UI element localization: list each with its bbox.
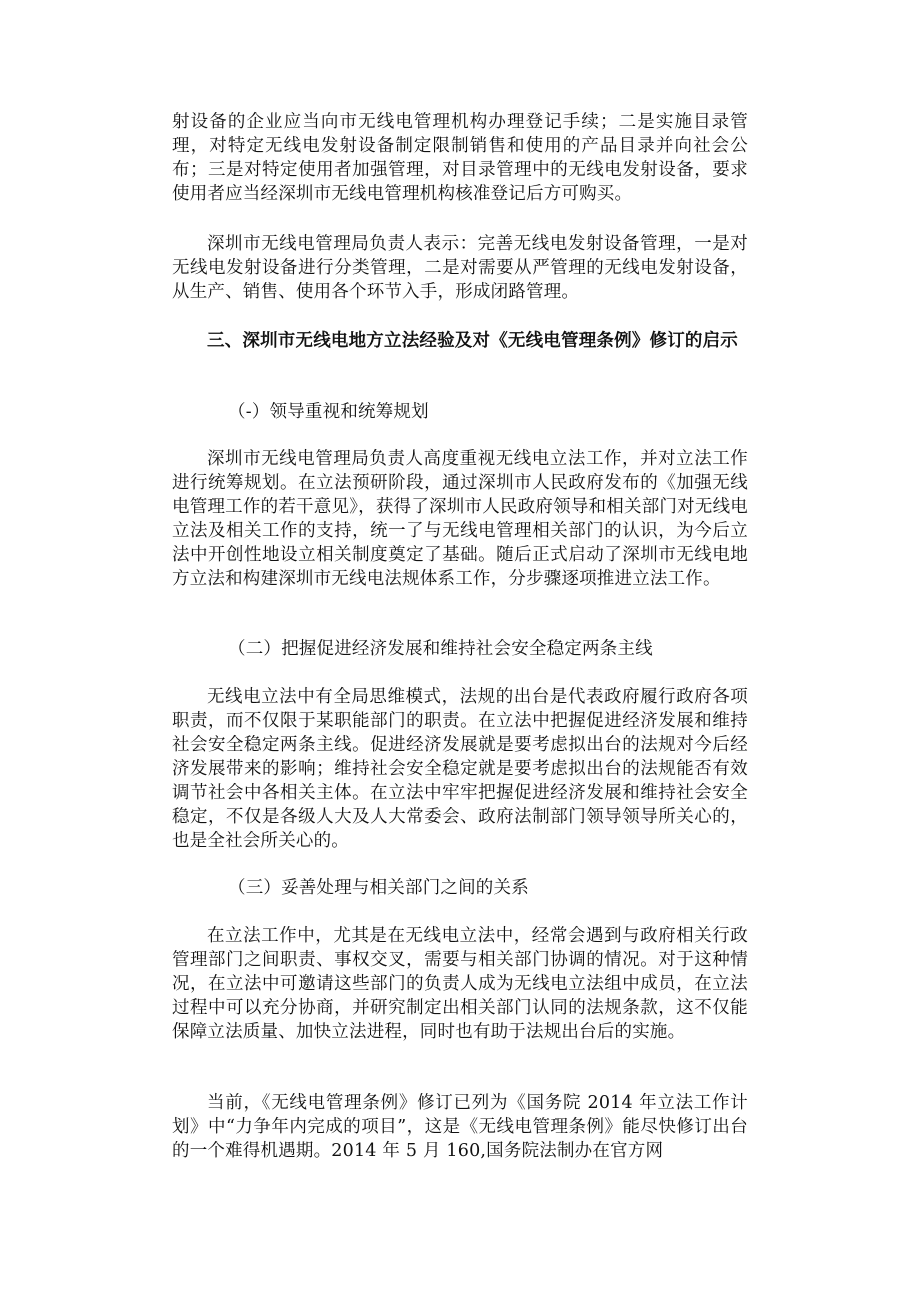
subheading-3	[172, 876, 748, 900]
body-text: 深圳市无线电管理局负责人高度重视无线电立法工作，并对立法工作进行统筹规划。在立法预研阶段，通过深圳市人民政府发布的《加强无线电管理工作的若干意见》，获得了深圳市人民政府领导和相关部门对无线电立法及相关工作的支持，统一了与无线电管理相关部门的认识，为今后立法中开创性地设立相关制度奠定了基础。随后正式启动了深圳市无线电地方立法和构建深圳市无线电法规体系工作，分步骤逐项推进立法工作。	[172, 449, 748, 589]
subsection-heading: （二）把握促进经济发展和维持社会安全稳定两条主线	[228, 639, 653, 659]
paragraph-regulation-revision	[172, 1091, 748, 1163]
subheading-2	[172, 637, 748, 661]
paragraph-department-relations	[172, 924, 748, 1044]
subheading-1	[172, 400, 748, 424]
paragraph-two-main-lines	[172, 685, 748, 853]
subsection-heading: （三）妥善处理与相关部门之间的关系	[228, 878, 529, 898]
body-text: 当前，《无线电管理条例》修订已列为《国务院 2014 年立法工作计划》中“力争年内完成的项目”，这是《无线电管理条例》能尽快修订出台的一个难得机遇期。2014 年 5 月 160,国务院法制办在官方网	[172, 1093, 748, 1161]
paragraph-director-statement	[172, 232, 748, 304]
body-text: 无线电立法中有全局思维模式，法规的出台是代表政府履行政府各项职责，而不仅限于某职能部门的职责。在立法中把握促进经济发展和维持社会安全稳定两条主线。促进经济发展就是要考虑拟出台的法规对今后经济发展带来的影响；维持社会安全稳定就是要考虑拟出台的法规能否有效调节社会中各相关主体。在立法中牢牢把握促进经济发展和维持社会安全稳定，不仅是各级人大及人大常委会、政府法制部门领导领导所关心的，也是全社会所关心的。	[172, 687, 748, 851]
subsection-heading: （-）领导重视和统筹规划	[228, 402, 429, 422]
body-text: 深圳市无线电管理局负责人表示：完善无线电发射设备管理，一是对无线电发射设备进行分类管理，二是对需要从严管理的无线电发射设备，从生产、销售、使用各个环节入手，形成闭路管理。	[172, 234, 748, 302]
paragraph-registration-continuation	[172, 110, 748, 206]
section-heading: 三、深圳市无线电地方立法经验及对《无线电管理条例》修订的启示	[207, 331, 738, 351]
body-text: 射设备的企业应当向市无线电管理机构办理登记手续；二是实施目录管理，对特定无线电发射设备制定限制销售和使用的产品目录并向社会公布；三是对特定使用者加强管理，对目录管理中的无线电发射设备，要求使用者应当经深圳市无线电管理机构核准登记后方可购买。	[172, 112, 748, 204]
body-text: 在立法工作中，尤其是在无线电立法中，经常会遇到与政府相关行政管理部门之间职责、事权交叉，需要与相关部门协调的情况。对于这种情况，在立法中可邀请这些部门的负责人成为无线电立法组中成员，在立法过程中可以充分协商，并研究制定出相关部门认同的法规条款，这不仅能保障立法质量、加快立法进程，同时也有助于法规出台后的实施。	[172, 926, 748, 1042]
paragraph-leadership	[172, 447, 748, 591]
section-heading-3	[172, 329, 748, 353]
